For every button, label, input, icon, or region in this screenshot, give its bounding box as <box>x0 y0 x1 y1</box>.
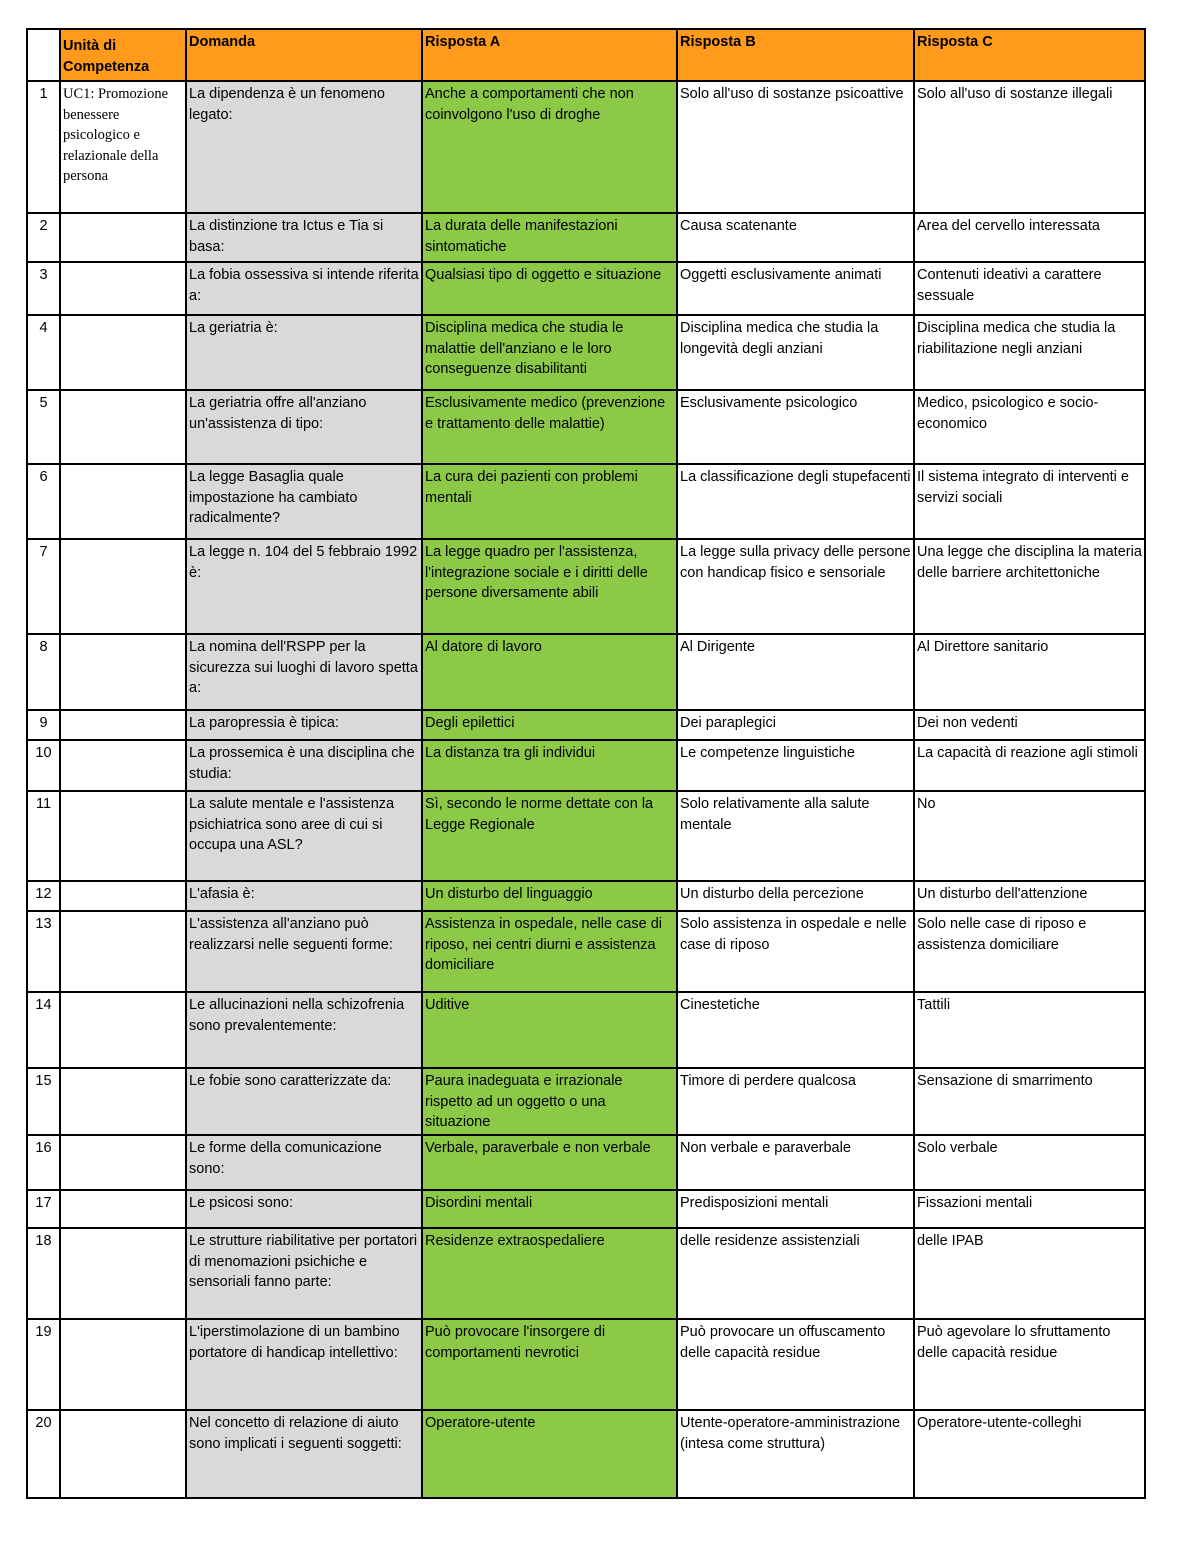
answer-b-cell: Solo assistenza in ospedale e nelle case di riposo <box>677 911 914 992</box>
table-row <box>27 791 1145 881</box>
answer-c-cell: Medico, psicologico e socio-economico <box>914 390 1145 464</box>
table-row <box>27 262 1145 315</box>
unit-cell <box>60 213 186 262</box>
answer-c-cell: Sensazione di smarrimento <box>914 1068 1145 1135</box>
answer-c-cell: Solo nelle case di riposo e assistenza domiciliare <box>914 911 1145 992</box>
table-row <box>27 539 1145 634</box>
unit-cell <box>60 992 186 1068</box>
row-number: 1 <box>27 81 60 213</box>
row-number: 13 <box>27 911 60 992</box>
question-cell: La distinzione tra Ictus e Tia si basa: <box>186 213 422 262</box>
unit-cell <box>60 1228 186 1319</box>
answer-c-cell: Un disturbo dell'attenzione <box>914 881 1145 911</box>
header-answer-a: Risposta A <box>422 29 677 81</box>
answer-b-cell: Le competenze linguistiche <box>677 740 914 791</box>
unit-cell <box>60 1068 186 1135</box>
table-row <box>27 710 1145 740</box>
unit-cell <box>60 911 186 992</box>
row-number: 10 <box>27 740 60 791</box>
table-row <box>27 81 1145 213</box>
unit-cell <box>60 1319 186 1410</box>
row-number: 6 <box>27 464 60 539</box>
table-row <box>27 911 1145 992</box>
question-cell: Le forme della comunicazione sono: <box>186 1135 422 1190</box>
answer-b-cell: Timore di perdere qualcosa <box>677 1068 914 1135</box>
answer-b-cell: Non verbale e paraverbale <box>677 1135 914 1190</box>
answer-b-cell: Dei paraplegici <box>677 710 914 740</box>
unit-cell: UC1: Promozione benessere psicologico e relazionale della persona <box>60 81 186 213</box>
answer-a-cell: Paura inadeguata e irrazionale rispetto ad un oggetto o una situazione <box>422 1068 677 1135</box>
row-number: 9 <box>27 710 60 740</box>
question-cell: L'iperstimolazione di un bambino portatore di handicap intellettivo: <box>186 1319 422 1410</box>
unit-cell <box>60 1190 186 1228</box>
answer-c-cell: Al Direttore sanitario <box>914 634 1145 710</box>
answer-a-cell: Verbale, paraverbale e non verbale <box>422 1135 677 1190</box>
table-row <box>27 992 1145 1068</box>
answer-b-cell: Disciplina medica che studia la longevità degli anziani <box>677 315 914 390</box>
question-cell: La geriatria offre all'anziano un'assistenza di tipo: <box>186 390 422 464</box>
header-row <box>27 29 1145 81</box>
question-cell: Le psicosi sono: <box>186 1190 422 1228</box>
header-question: Domanda <box>186 29 422 81</box>
answer-b-cell: La legge sulla privacy delle persone con handicap fisico e sensoriale <box>677 539 914 634</box>
row-number: 19 <box>27 1319 60 1410</box>
table-row <box>27 1410 1145 1498</box>
row-number: 17 <box>27 1190 60 1228</box>
table-row <box>27 1068 1145 1135</box>
unit-cell <box>60 740 186 791</box>
answer-c-cell: Dei non vedenti <box>914 710 1145 740</box>
header-num <box>27 29 60 81</box>
answer-a-cell: Assistenza in ospedale, nelle case di riposo, nei centri diurni e assistenza domiciliare <box>422 911 677 992</box>
table-row <box>27 634 1145 710</box>
answer-c-cell: delle IPAB <box>914 1228 1145 1319</box>
answer-a-cell: La distanza tra gli individui <box>422 740 677 791</box>
row-number: 8 <box>27 634 60 710</box>
row-number: 12 <box>27 881 60 911</box>
table-row <box>27 464 1145 539</box>
answer-b-cell: Esclusivamente psicologico <box>677 390 914 464</box>
question-cell: La geriatria è: <box>186 315 422 390</box>
answer-a-cell: Operatore-utente <box>422 1410 677 1498</box>
header-unit: Unità di Competenza <box>60 29 186 81</box>
row-number: 3 <box>27 262 60 315</box>
table-row <box>27 1228 1145 1319</box>
unit-cell <box>60 1135 186 1190</box>
row-number: 18 <box>27 1228 60 1319</box>
table-row <box>27 390 1145 464</box>
table-row <box>27 1190 1145 1228</box>
answer-b-cell: Un disturbo della percezione <box>677 881 914 911</box>
header-answer-b: Risposta B <box>677 29 914 81</box>
row-number: 2 <box>27 213 60 262</box>
unit-cell <box>60 464 186 539</box>
answer-a-cell: Uditive <box>422 992 677 1068</box>
answer-b-cell: delle residenze assistenziali <box>677 1228 914 1319</box>
quiz-table <box>26 28 1146 1499</box>
unit-cell <box>60 881 186 911</box>
row-number: 14 <box>27 992 60 1068</box>
answer-a-cell: La durata delle manifestazioni sintomatiche <box>422 213 677 262</box>
table-row <box>27 1319 1145 1410</box>
row-number: 16 <box>27 1135 60 1190</box>
answer-a-cell: Disordini mentali <box>422 1190 677 1228</box>
answer-c-cell: Solo verbale <box>914 1135 1145 1190</box>
answer-c-cell: Disciplina medica che studia la riabilitazione negli anziani <box>914 315 1145 390</box>
table-row <box>27 213 1145 262</box>
answer-a-cell: La cura dei pazienti con problemi mentali <box>422 464 677 539</box>
row-number: 4 <box>27 315 60 390</box>
answer-a-cell: Degli epilettici <box>422 710 677 740</box>
answer-b-cell: La classificazione degli stupefacenti <box>677 464 914 539</box>
quiz-body <box>27 81 1145 1498</box>
question-cell: La dipendenza è un fenomeno legato: <box>186 81 422 213</box>
unit-cell <box>60 791 186 881</box>
answer-a-cell: Può provocare l'insorgere di comportamenti nevrotici <box>422 1319 677 1410</box>
answer-b-cell: Al Dirigente <box>677 634 914 710</box>
answer-c-cell: Il sistema integrato di interventi e servizi sociali <box>914 464 1145 539</box>
question-cell: La paropressia è tipica: <box>186 710 422 740</box>
question-cell: Le strutture riabilitative per portatori di menomazioni psichiche e sensoriali fanno parte: <box>186 1228 422 1319</box>
unit-cell <box>60 390 186 464</box>
table-row <box>27 315 1145 390</box>
header-answer-c: Risposta C <box>914 29 1145 81</box>
answer-c-cell: Solo all'uso di sostanze illegali <box>914 81 1145 213</box>
unit-cell <box>60 634 186 710</box>
answer-b-cell: Solo all'uso di sostanze psicoattive <box>677 81 914 213</box>
row-number: 11 <box>27 791 60 881</box>
question-cell: La prossemica è una disciplina che studia: <box>186 740 422 791</box>
answer-b-cell: Solo relativamente alla salute mentale <box>677 791 914 881</box>
answer-a-cell: Esclusivamente medico (prevenzione e trattamento delle malattie) <box>422 390 677 464</box>
unit-cell <box>60 262 186 315</box>
question-cell: La salute mentale e l'assistenza psichiatrica sono aree di cui si occupa una ASL? <box>186 791 422 881</box>
answer-b-cell: Utente-operatore-amministrazione (intesa come struttura) <box>677 1410 914 1498</box>
answer-a-cell: Residenze extraospedaliere <box>422 1228 677 1319</box>
unit-cell <box>60 1410 186 1498</box>
question-cell: L'afasia è: <box>186 881 422 911</box>
answer-b-cell: Cinestetiche <box>677 992 914 1068</box>
row-number: 15 <box>27 1068 60 1135</box>
answer-a-cell: Qualsiasi tipo di oggetto e situazione <box>422 262 677 315</box>
answer-a-cell: Anche a comportamenti che non coinvolgono l'uso di droghe <box>422 81 677 213</box>
answer-a-cell: Al datore di lavoro <box>422 634 677 710</box>
table-row <box>27 881 1145 911</box>
answer-a-cell: La legge quadro per l'assistenza, l'integrazione sociale e i diritti delle persone diversamente abili <box>422 539 677 634</box>
question-cell: La legge Basaglia quale impostazione ha cambiato radicalmente? <box>186 464 422 539</box>
question-cell: Le fobie sono caratterizzate da: <box>186 1068 422 1135</box>
question-cell: L'assistenza all'anziano può realizzarsi nelle seguenti forme: <box>186 911 422 992</box>
answer-c-cell: Una legge che disciplina la materia delle barriere architettoniche <box>914 539 1145 634</box>
answer-b-cell: Predisposizioni mentali <box>677 1190 914 1228</box>
row-number: 20 <box>27 1410 60 1498</box>
question-cell: La legge n. 104 del 5 febbraio 1992 è: <box>186 539 422 634</box>
answer-c-cell: La capacità di reazione agli stimoli <box>914 740 1145 791</box>
question-cell: La nomina dell'RSPP per la sicurezza sui luoghi di lavoro spetta a: <box>186 634 422 710</box>
answer-c-cell: Può agevolare lo sfruttamento delle capacità residue <box>914 1319 1145 1410</box>
answer-b-cell: Può provocare un offuscamento delle capacità residue <box>677 1319 914 1410</box>
answer-b-cell: Oggetti esclusivamente animati <box>677 262 914 315</box>
answer-a-cell: Sì, secondo le norme dettate con la Legge Regionale <box>422 791 677 881</box>
unit-cell <box>60 315 186 390</box>
question-cell: La fobia ossessiva si intende riferita a: <box>186 262 422 315</box>
question-cell: Nel concetto di relazione di aiuto sono implicati i seguenti soggetti: <box>186 1410 422 1498</box>
row-number: 7 <box>27 539 60 634</box>
unit-cell <box>60 710 186 740</box>
answer-c-cell: Contenuti ideativi a carattere sessuale <box>914 262 1145 315</box>
answer-a-cell: Disciplina medica che studia le malattie dell'anziano e le loro conseguenze disabilitanti <box>422 315 677 390</box>
answer-c-cell: Operatore-utente-colleghi <box>914 1410 1145 1498</box>
table-row <box>27 1135 1145 1190</box>
answer-c-cell: Area del cervello interessata <box>914 213 1145 262</box>
question-cell: Le allucinazioni nella schizofrenia sono prevalentemente: <box>186 992 422 1068</box>
answer-b-cell: Causa scatenante <box>677 213 914 262</box>
answer-c-cell: No <box>914 791 1145 881</box>
unit-cell <box>60 539 186 634</box>
answer-c-cell: Fissazioni mentali <box>914 1190 1145 1228</box>
answer-c-cell: Tattili <box>914 992 1145 1068</box>
answer-a-cell: Un disturbo del linguaggio <box>422 881 677 911</box>
table-row <box>27 740 1145 791</box>
row-number: 5 <box>27 390 60 464</box>
